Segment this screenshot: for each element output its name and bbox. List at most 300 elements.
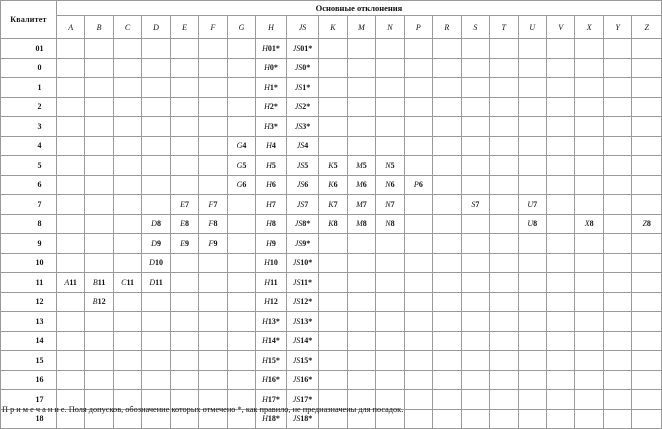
letter-header-c: C [113, 16, 141, 39]
table-row [1, 136, 662, 156]
tolerance-cell [227, 58, 255, 78]
tolerance-cell [404, 195, 432, 215]
tolerance-cell [347, 136, 375, 156]
tolerance-cell: JS6 [286, 175, 319, 195]
tolerance-cell [490, 117, 518, 137]
tolerance-cell [461, 370, 489, 390]
tolerance-cell [461, 331, 489, 351]
tolerance-cell [632, 97, 662, 117]
tolerance-cell [113, 331, 141, 351]
tolerance-cell [546, 351, 574, 371]
tolerance-cell [113, 195, 141, 215]
tolerance-cell [404, 97, 432, 117]
tolerance-cell [433, 58, 461, 78]
tolerance-cell [142, 195, 170, 215]
tolerance-cell [404, 331, 432, 351]
tolerance-cell [575, 195, 603, 215]
qualitet-cell: 4 [1, 136, 57, 156]
tolerance-cell [404, 292, 432, 312]
tolerance-cell [575, 292, 603, 312]
tolerance-cell [376, 58, 404, 78]
tolerance-cell [461, 97, 489, 117]
tolerance-cell [227, 351, 255, 371]
tolerance-cell [170, 39, 198, 59]
tolerance-cell [376, 234, 404, 254]
tolerance-cell [113, 351, 141, 371]
tolerance-cell [56, 195, 84, 215]
qualitet-cell: 7 [1, 195, 57, 215]
tolerance-cell [603, 195, 631, 215]
table-row [1, 312, 662, 332]
tolerance-cell: E8 [170, 214, 198, 234]
tolerance-cell: E9 [170, 234, 198, 254]
tolerance-cell [433, 97, 461, 117]
tolerance-cell [376, 370, 404, 390]
tolerance-cell [227, 234, 255, 254]
table-row [1, 370, 662, 390]
tolerance-cell [227, 292, 255, 312]
qualitet-cell: 5 [1, 156, 57, 176]
tolerance-cell [433, 331, 461, 351]
tolerance-cell: K6 [319, 175, 347, 195]
tolerance-cell [490, 312, 518, 332]
tolerance-cell: H9 [256, 234, 287, 254]
tolerance-cell [603, 78, 631, 98]
tolerance-cell [461, 312, 489, 332]
tolerance-cell [461, 175, 489, 195]
tolerance-cell [575, 136, 603, 156]
tolerance-cell [433, 195, 461, 215]
tolerance-cell [461, 136, 489, 156]
tolerance-cell [632, 331, 662, 351]
tolerance-cell [170, 253, 198, 273]
tolerance-cell: K8 [319, 214, 347, 234]
tolerance-cell [113, 214, 141, 234]
tolerance-cell [319, 253, 347, 273]
tolerance-cell [170, 117, 198, 137]
tolerance-cell: B11 [85, 273, 113, 293]
tolerance-cell [490, 292, 518, 312]
tolerance-cell: G6 [227, 175, 255, 195]
tolerance-cell [113, 156, 141, 176]
tolerance-cell [632, 234, 662, 254]
tolerance-cell [603, 234, 631, 254]
tolerance-cell: H4 [256, 136, 287, 156]
tolerance-cell [142, 331, 170, 351]
tolerance-cell [461, 78, 489, 98]
tolerance-cell [433, 312, 461, 332]
tolerance-cell: H14* [256, 331, 287, 351]
tolerance-cell [490, 97, 518, 117]
tolerance-cell [461, 156, 489, 176]
tolerance-cell [56, 78, 84, 98]
tolerance-cell: JS3* [286, 117, 319, 137]
tolerance-cell [227, 39, 255, 59]
tolerance-cell: JS9* [286, 234, 319, 254]
tolerance-cell [347, 312, 375, 332]
tolerance-cell [142, 156, 170, 176]
letter-header-d: D [142, 16, 170, 39]
tolerance-cell [319, 136, 347, 156]
tolerance-cell [461, 234, 489, 254]
tolerance-cell [575, 78, 603, 98]
tolerance-cell [227, 331, 255, 351]
tolerance-cell [85, 253, 113, 273]
tolerance-cell: M6 [347, 175, 375, 195]
tolerance-cell [170, 58, 198, 78]
tolerance-cell [56, 58, 84, 78]
tolerance-cell: H13* [256, 312, 287, 332]
tolerance-cell: JS17* [286, 390, 319, 410]
tolerance-cell [433, 370, 461, 390]
qualitet-cell: 01 [1, 39, 57, 59]
tolerance-cell [85, 156, 113, 176]
tolerance-cell [404, 39, 432, 59]
tolerance-cell [404, 234, 432, 254]
tolerance-cell [199, 370, 227, 390]
tolerance-cell [227, 117, 255, 137]
tolerance-cell [575, 312, 603, 332]
tolerance-cell [518, 312, 546, 332]
tolerance-cell [85, 234, 113, 254]
tolerance-cell [347, 234, 375, 254]
tolerance-cell [347, 331, 375, 351]
qualitet-cell: 12 [1, 292, 57, 312]
tolerance-cell: JS12* [286, 292, 319, 312]
tolerance-cell [376, 292, 404, 312]
tolerance-cell: Z8 [632, 214, 662, 234]
tolerance-cell: N8 [376, 214, 404, 234]
tolerance-cell [546, 273, 574, 293]
tolerance-cell [376, 117, 404, 137]
tolerance-cell [546, 117, 574, 137]
tolerance-cell [319, 58, 347, 78]
tolerance-cell: M5 [347, 156, 375, 176]
tolerance-cell: H0* [256, 58, 287, 78]
tolerance-cell [170, 175, 198, 195]
letter-header-z: Z [632, 16, 662, 39]
letter-header-a: A [56, 16, 84, 39]
tolerance-cell: JS1* [286, 78, 319, 98]
letter-header-f: F [199, 16, 227, 39]
tolerance-cell [433, 136, 461, 156]
tolerance-cell [461, 292, 489, 312]
tolerance-cell [546, 214, 574, 234]
tolerance-cell [433, 253, 461, 273]
table-row [1, 292, 662, 312]
tolerance-cell [603, 273, 631, 293]
tolerance-cell [347, 370, 375, 390]
tolerance-cell: M8 [347, 214, 375, 234]
table-row [1, 156, 662, 176]
tolerance-cell [632, 195, 662, 215]
tolerance-cell [632, 273, 662, 293]
deviation-letters-row [1, 16, 662, 39]
table-row [1, 175, 662, 195]
tolerance-cell [319, 351, 347, 371]
tolerance-cell: D8 [142, 214, 170, 234]
tolerance-cell [142, 370, 170, 390]
tolerance-cell [347, 97, 375, 117]
tolerance-cell [319, 312, 347, 332]
tolerance-cell [85, 195, 113, 215]
tolerance-cell [490, 351, 518, 371]
qualitet-cell: 9 [1, 234, 57, 254]
tolerance-cell [142, 58, 170, 78]
tolerance-cell [575, 253, 603, 273]
tolerance-cell [546, 58, 574, 78]
tolerance-cell [113, 253, 141, 273]
tolerance-cell [632, 78, 662, 98]
tolerance-cell [142, 136, 170, 156]
tolerance-cell [347, 78, 375, 98]
tolerance-cell [632, 253, 662, 273]
tolerance-cell: A11 [56, 273, 84, 293]
tolerance-cell [199, 351, 227, 371]
tolerance-cell [113, 58, 141, 78]
tolerance-cell [170, 156, 198, 176]
tolerance-cell [85, 370, 113, 390]
tolerance-cell [461, 253, 489, 273]
tolerance-cell [461, 351, 489, 371]
tolerance-cell [319, 78, 347, 98]
tolerance-cell [319, 234, 347, 254]
tolerance-cell [546, 175, 574, 195]
letter-header-t: T [490, 16, 518, 39]
qualitet-cell: 16 [1, 370, 57, 390]
tolerance-cell: D11 [142, 273, 170, 293]
tolerance-cell: JS13* [286, 312, 319, 332]
qualitet-cell: 13 [1, 312, 57, 332]
tolerance-cell [85, 97, 113, 117]
tolerance-cell: H16* [256, 370, 287, 390]
tolerance-cell: H18* [256, 409, 287, 429]
tolerance-cell [113, 175, 141, 195]
tolerance-cell [85, 136, 113, 156]
tolerance-cell: N5 [376, 156, 404, 176]
tolerance-cell [546, 39, 574, 59]
tolerance-cell [113, 78, 141, 98]
tolerance-cell [603, 253, 631, 273]
tolerance-cell [113, 234, 141, 254]
table-row [1, 234, 662, 254]
qualitet-cell: 0 [1, 58, 57, 78]
tolerance-cell: H8 [256, 214, 287, 234]
main-deviations-header: Основные отклонения [56, 1, 661, 16]
tolerance-cell [433, 214, 461, 234]
tolerance-cell [518, 331, 546, 351]
tolerance-cell [113, 370, 141, 390]
tolerance-cell [518, 97, 546, 117]
tolerance-cell: H1* [256, 78, 287, 98]
tolerance-cell [575, 370, 603, 390]
letter-header-k: K [319, 16, 347, 39]
tolerance-cell [113, 97, 141, 117]
qualitet-cell: 15 [1, 351, 57, 371]
tolerance-cell [404, 312, 432, 332]
tolerance-cell [170, 351, 198, 371]
tolerance-cell [433, 234, 461, 254]
tolerance-cell [319, 97, 347, 117]
tolerance-cell: D10 [142, 253, 170, 273]
table-row [1, 214, 662, 234]
tolerance-cell [56, 156, 84, 176]
tolerance-cell: H3* [256, 117, 287, 137]
table-row [1, 78, 662, 98]
letter-header-s: S [461, 16, 489, 39]
tolerance-cell [603, 331, 631, 351]
tolerance-cell [319, 370, 347, 390]
tolerance-cell [490, 331, 518, 351]
tolerance-cell [142, 351, 170, 371]
tolerance-cell [575, 58, 603, 78]
tolerance-cell [113, 136, 141, 156]
table-row [1, 117, 662, 137]
tolerance-cell: G5 [227, 156, 255, 176]
tolerance-cell: N7 [376, 195, 404, 215]
tolerance-cell [199, 117, 227, 137]
tolerance-cell [85, 312, 113, 332]
tolerance-cell [56, 39, 84, 59]
tolerance-cell [603, 292, 631, 312]
tolerance-cell: H7 [256, 195, 287, 215]
tolerance-cell [632, 351, 662, 371]
tolerance-cell [376, 97, 404, 117]
tolerance-cell [575, 117, 603, 137]
letter-header-e: E [170, 16, 198, 39]
letter-header-h: H [256, 16, 287, 39]
tolerance-cell [347, 58, 375, 78]
tolerance-cell [518, 136, 546, 156]
tolerance-cell [56, 312, 84, 332]
tolerance-cell [404, 351, 432, 371]
qualitet-cell: 2 [1, 97, 57, 117]
tolerance-cell [142, 117, 170, 137]
tolerance-cell [319, 331, 347, 351]
tolerance-cell [56, 97, 84, 117]
tolerance-cell [227, 370, 255, 390]
tolerance-cell [546, 331, 574, 351]
tolerance-cell [347, 273, 375, 293]
tolerance-cell: JS5 [286, 156, 319, 176]
tolerance-cell [603, 175, 631, 195]
tolerance-cell [490, 370, 518, 390]
tolerance-cell: JS15* [286, 351, 319, 371]
tolerance-cell [518, 58, 546, 78]
table-row [1, 39, 662, 59]
tolerance-cell [546, 97, 574, 117]
tolerance-cell [56, 214, 84, 234]
tolerance-cell [404, 214, 432, 234]
tolerance-cell [319, 292, 347, 312]
letter-header-js: JS [286, 16, 319, 39]
tolerance-cell [603, 156, 631, 176]
tolerance-cell [347, 253, 375, 273]
letter-header-m: M [347, 16, 375, 39]
tolerance-cell: H5 [256, 156, 287, 176]
tolerance-cell [632, 175, 662, 195]
letter-header-b: B [85, 16, 113, 39]
tolerance-cell [56, 370, 84, 390]
tolerance-cell [575, 331, 603, 351]
tolerance-cell [376, 273, 404, 293]
letter-header-n: N [376, 16, 404, 39]
tolerance-cell [85, 39, 113, 59]
tolerance-cell [227, 253, 255, 273]
tolerance-cell [546, 312, 574, 332]
tolerance-cell [227, 214, 255, 234]
tolerance-cell [518, 253, 546, 273]
tolerance-cell: JS10* [286, 253, 319, 273]
tolerance-cell [199, 78, 227, 98]
letter-header-v: V [546, 16, 574, 39]
tolerance-cell [404, 253, 432, 273]
tolerance-cell [490, 195, 518, 215]
tolerance-cell [490, 234, 518, 254]
tolerance-cell [404, 136, 432, 156]
letter-header-g: G [227, 16, 255, 39]
tolerance-cell [142, 78, 170, 98]
table-row [1, 331, 662, 351]
tolerance-cell: F7 [199, 195, 227, 215]
tolerance-cell [603, 39, 631, 59]
tolerance-cell [433, 292, 461, 312]
table-row [1, 253, 662, 273]
tolerance-cell [170, 370, 198, 390]
tolerance-cell [490, 78, 518, 98]
qualitet-cell: 17 [1, 390, 57, 410]
tolerance-cell: H6 [256, 175, 287, 195]
tolerance-cell [546, 195, 574, 215]
tolerance-cell: F9 [199, 234, 227, 254]
tolerance-cell [490, 136, 518, 156]
tolerance-cell [518, 175, 546, 195]
qualitet-cell: 14 [1, 331, 57, 351]
tolerance-cell: N6 [376, 175, 404, 195]
tolerance-cell: S7 [461, 195, 489, 215]
qualitet-cell: 18 [1, 409, 57, 429]
tolerance-cell [603, 312, 631, 332]
tolerance-cell [603, 370, 631, 390]
tolerance-cell [347, 351, 375, 371]
qualitet-cell: 10 [1, 253, 57, 273]
tolerance-cell [227, 273, 255, 293]
tolerance-cell: H01* [256, 39, 287, 59]
tolerance-cell [56, 253, 84, 273]
tolerance-cell [199, 175, 227, 195]
tolerance-cell: JS01* [286, 39, 319, 59]
tolerance-cell: C11 [113, 273, 141, 293]
tolerance-cell: K7 [319, 195, 347, 215]
tolerance-cell [632, 117, 662, 137]
tolerance-cell [199, 273, 227, 293]
tolerance-cell [461, 273, 489, 293]
tolerance-cell: JS4 [286, 136, 319, 156]
tolerance-cell [376, 136, 404, 156]
tolerance-cell [490, 253, 518, 273]
tolerance-cell: F8 [199, 214, 227, 234]
tolerance-cell [56, 117, 84, 137]
tolerance-cell [546, 136, 574, 156]
tolerance-cell [376, 78, 404, 98]
tolerance-cell [490, 175, 518, 195]
tolerance-cell [490, 39, 518, 59]
tolerance-cell: G4 [227, 136, 255, 156]
tolerance-cell [199, 292, 227, 312]
tolerance-cell [56, 292, 84, 312]
table-row [1, 351, 662, 371]
tolerance-cell [376, 39, 404, 59]
